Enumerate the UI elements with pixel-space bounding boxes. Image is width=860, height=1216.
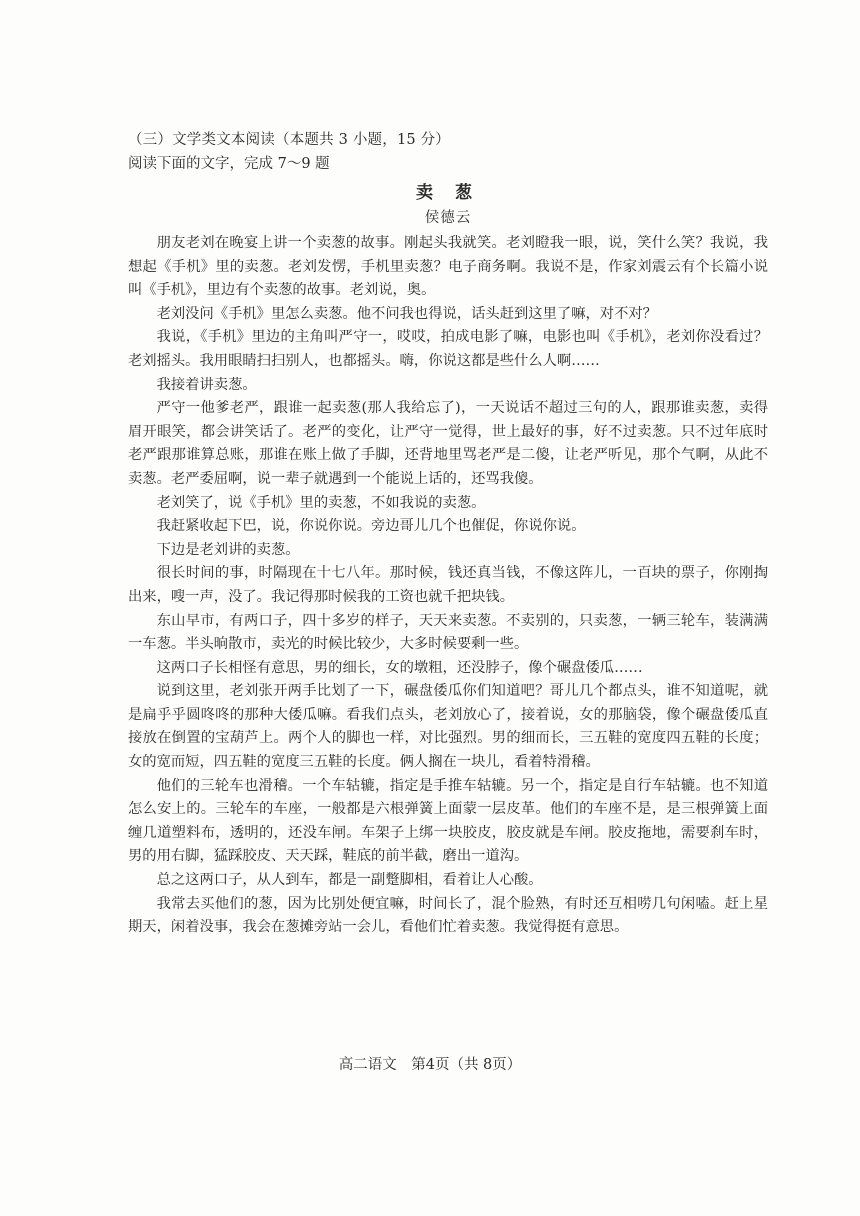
paragraph: 我常去买他们的葱，因为比别处便宜嘛，时间长了，混个脸熟，有时还互相唠几句闲嗑。赶上星期天，闲着没事，我会在葱摊旁站一会儿，看他们忙着卖葱。我觉得挺有意思。 xyxy=(128,895,768,936)
page-footer: 高二语文 第4页（共 8页） xyxy=(338,1057,522,1073)
page-content xyxy=(128,128,768,940)
article-title: 卖 葱 xyxy=(416,183,480,203)
paragraph: 总之这两口子，从人到车，都是一副蹩脚相，看着让人心酸。 xyxy=(156,872,543,889)
article-body xyxy=(128,232,768,940)
paragraph: 东山早市，有两口子，四十多岁的样子，天天来卖葱。不卖别的，只卖葱，一辆三轮车，装满满一车葱。半头晌散市，卖光的时候比较少，大多时候要剩一些。 xyxy=(128,612,768,653)
paragraph: 他们的三轮车也滑稽。一个车轱辘，指定是手推车轱辘。另一个，指定是自行车轱辘。也不知道怎么安上的。三轮车的车座，一般都是六根弹簧上面蒙一层皮革。他们的车座不是，是三根弹簧上面缠几道塑料布，透明的，还没车闸。车架子上绑一块胶皮，胶皮就是车闸。胶皮拖地，需要刹车时，男的用右脚，猛踩胶皮、天天踩，鞋底的前半截，磨出一道沟。 xyxy=(128,777,768,865)
reading-instruction: 阅读下面的文字，完成 7～9 题 xyxy=(128,156,330,172)
paragraph: 说到这里，老刘张开两手比划了一下，碾盘倭瓜你们知道吧？哥儿几个都点头，谁不知道呢，就是扁乎乎圆咚咚的那种大倭瓜嘛。看我们点头，老刘放心了，接着说，女的那脑袋，像个碾盘倭瓜直接放在倒置的宝葫芦上。两个人的脚也一样，对比强烈。男的细而长，三五鞋的宽度四五鞋的长度；女的宽而短，四五鞋的宽度三五鞋的长度。俩人搁在一块儿，看着特滑稽。 xyxy=(128,683,768,771)
paragraph: 朋友老刘在晚宴上讲一个卖葱的故事。刚起头我就笑。老刘瞪我一眼，说，笑什么笑？我说，我想起《手机》里的卖葱。老刘发愣，手机里卖葱？电子商务啊。我说不是，作家刘震云有个长篇小说叫《手机》，里边有个卖葱的故事。老刘说，奥。 xyxy=(128,235,768,299)
paragraph: 老刘没问《手机》里怎么卖葱。他不问我也得说，话头赶到这里了嘛，对不对？ xyxy=(156,305,657,322)
paragraph: 我接着讲卖葱。 xyxy=(156,376,257,393)
paragraph: 老刘笑了，说《手机》里的卖葱，不如我说的卖葱。 xyxy=(156,494,486,511)
paragraph: 严守一他爹老严，跟谁一起卖葱(那人我给忘了)，一天说话不超过三句的人，跟那谁卖葱，卖得眉开眼笑，都会讲笑话了。老严的变化，让严守一觉得，世上最好的事，好不过卖葱。只不过年底时老严跟那谁算总账，那谁在账上做了手脚，还背地里骂老严是二傻，让老严听见，那个气啊，从此不卖葱。老严委屈啊，说一辈子就遇到一个能说上话的，还骂我傻。 xyxy=(128,400,768,487)
paragraph: 下边是老刘讲的卖葱。 xyxy=(156,541,300,558)
paragraph: 我说，《手机》里边的主角叫严守一，哎哎，拍成电影了嘛，电影也叫《手机》，老刘你没看过？老刘摇头。我用眼睛扫扫别人，也都摇头。嗨，你说这都是些什么人啊…… xyxy=(128,329,768,369)
article-author: 侯德云 xyxy=(424,210,472,226)
section-title: （三）文学类文本阅读（本题共 3 小题，15 分） xyxy=(128,132,451,148)
paragraph: 这两口子长相怪有意思，男的细长，女的墩粗，还没脖子，像个碾盘倭瓜…… xyxy=(156,659,643,676)
paragraph: 我赶紧收起下巴，说，你说你说。旁边哥儿几个也催促，你说你说。 xyxy=(156,518,586,535)
paragraph: 很长时间的事，时隔现在十七八年。那时候，钱还真当钱，不像这阵儿，一百块的票子，你刚掏出来，嗖一声，没了。我记得那时候我的工资也就千把块钱。 xyxy=(128,565,768,605)
